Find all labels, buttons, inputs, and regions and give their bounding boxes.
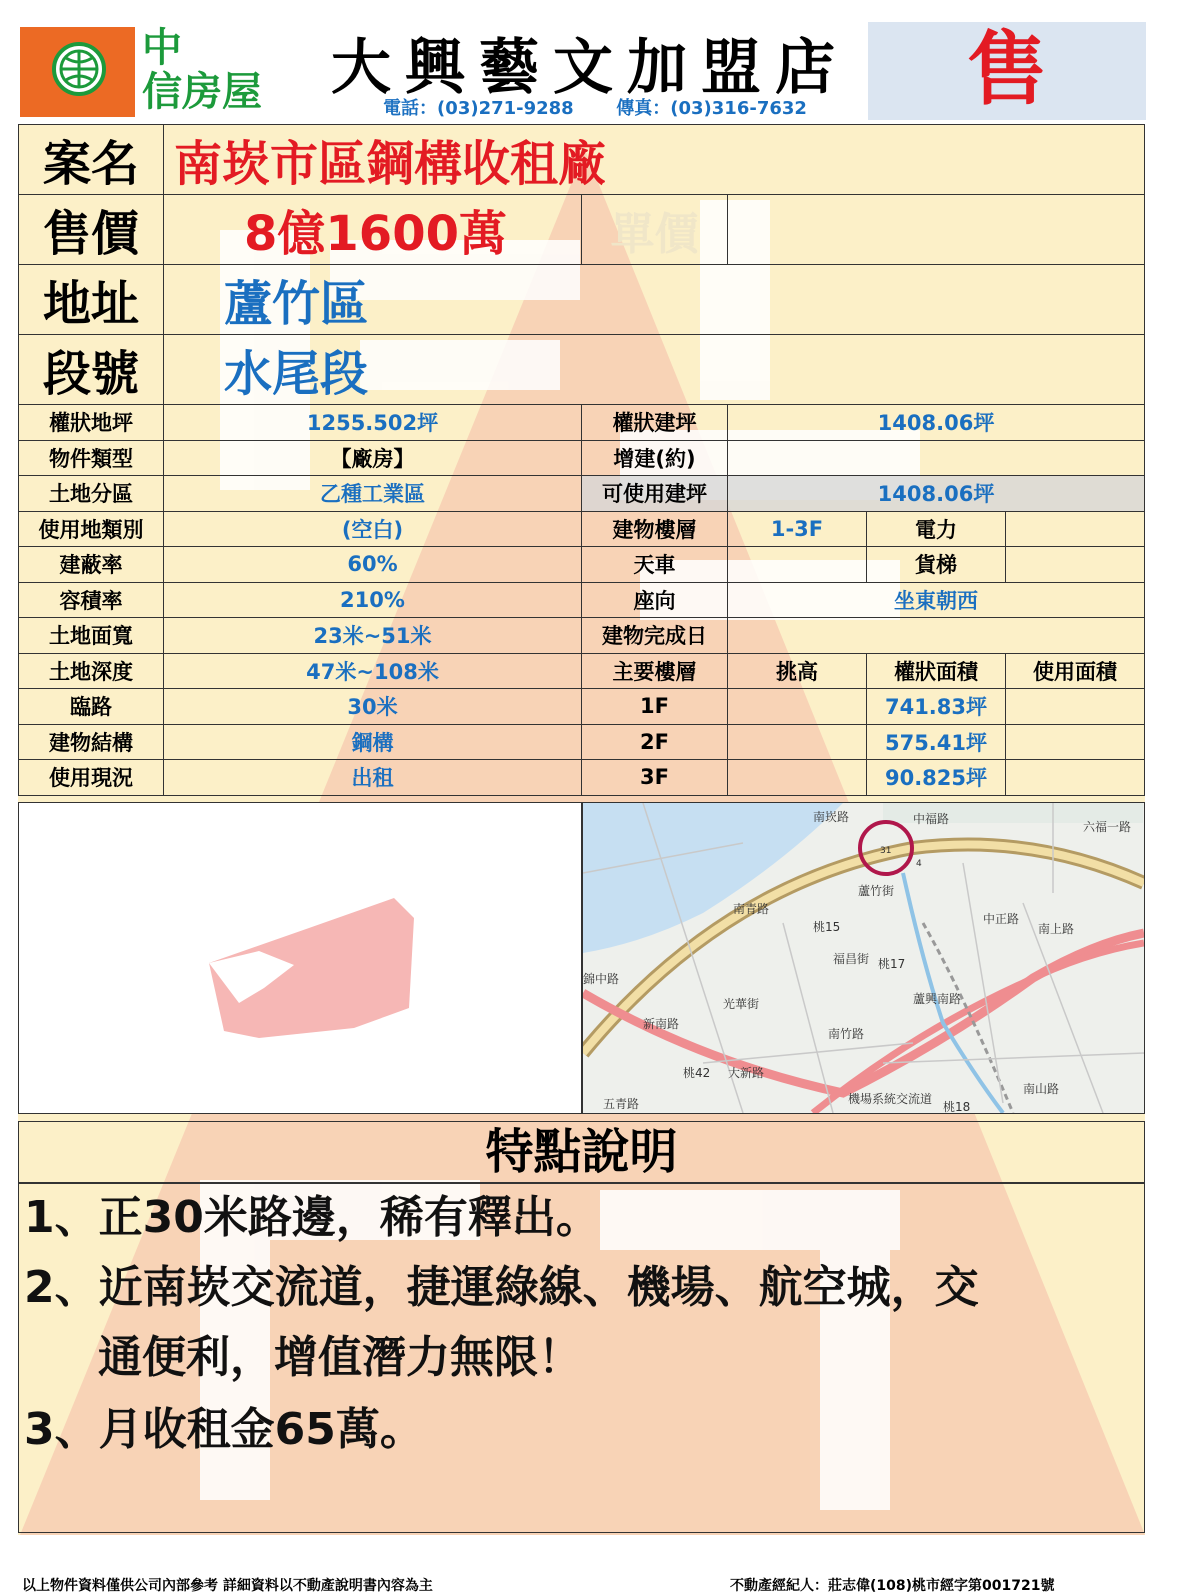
landuse-value: (空白): [164, 511, 582, 547]
section-label: 段號: [19, 335, 164, 405]
bldg-area-value: 1408.06坪: [728, 405, 1145, 441]
logo-text-line2: 信房屋: [142, 69, 262, 115]
zoning-label: 土地分區: [19, 476, 164, 512]
floor-ceiling: [728, 760, 867, 796]
completion-value: [728, 618, 1145, 654]
map-label: 桃15: [813, 920, 841, 934]
spec-row: [19, 653, 1145, 689]
extension-label: 增建(約): [582, 440, 728, 476]
map-label: 桃17: [878, 957, 906, 971]
floor-use-area: [1006, 760, 1145, 796]
spec-row: [19, 618, 1145, 654]
power-value: [1006, 511, 1145, 547]
type-value: 【廠房】: [164, 440, 582, 476]
location-map[interactable]: [582, 802, 1145, 1114]
spec-table: [18, 404, 1145, 796]
map-label: 中正路: [983, 912, 1020, 926]
road-label: 臨路: [19, 689, 164, 725]
completion-label: 建物完成日: [582, 618, 728, 654]
zoning-value: 乙種工業區: [164, 476, 582, 512]
status-value: 出租: [164, 760, 582, 796]
spec-row: [19, 440, 1145, 476]
case-name-label: 案名: [19, 125, 164, 195]
floor-ceiling: [728, 724, 867, 760]
case-name-row: [19, 125, 1145, 195]
map-label: 4: [916, 859, 922, 869]
contact-line: [330, 94, 860, 120]
floor-area: 741.83坪: [867, 689, 1006, 725]
power-label: 電力: [867, 511, 1006, 547]
crane-value: [728, 547, 867, 583]
main-floor-label: 主要樓層: [582, 653, 728, 689]
map-label: 31: [880, 846, 892, 856]
features-title: 特點說明: [485, 1124, 678, 1180]
spec-row: [19, 511, 1145, 547]
logo-text-line1: 中: [142, 25, 182, 71]
address-label: 地址: [19, 265, 164, 335]
map-label: 機場系統交流道: [848, 1092, 933, 1106]
logo-text: [142, 26, 297, 114]
floor-area: 90.825坪: [867, 760, 1006, 796]
feature-item-continued: 通便利，增值潛力無限！: [98, 1332, 582, 1383]
address-value: 蘆竹區: [164, 265, 1145, 335]
section-value: 水尾段: [164, 335, 1145, 405]
map-label: 蘆竹街: [858, 884, 895, 898]
freight-label: 貨梯: [867, 547, 1006, 583]
road-value: 30米: [164, 689, 582, 725]
address-row: [19, 265, 1145, 335]
floor-use-area: [1006, 689, 1145, 725]
far-value: 210%: [164, 582, 582, 618]
structure-value: 鋼構: [164, 724, 582, 760]
fax-number: 傳真：(03)316-7632: [616, 98, 807, 119]
orientation-value: 坐東朝西: [728, 582, 1145, 618]
usable-value: 1408.06坪: [728, 476, 1145, 512]
land-area-label: 權狀地坪: [19, 405, 164, 441]
use-area-label: 使用面積: [1006, 653, 1145, 689]
coverage-label: 建蔽率: [19, 547, 164, 583]
floor-area: 575.41坪: [867, 724, 1006, 760]
map-label: 五青路: [603, 1097, 640, 1111]
phone-number: 電話：(03)271-9288: [383, 98, 574, 119]
crane-label: 天車: [582, 547, 728, 583]
floor-name: 3F: [582, 760, 728, 796]
unit-price-label: 單價: [582, 195, 728, 265]
deed-area-label: 權狀面積: [867, 653, 1006, 689]
structure-label: 建物結構: [19, 724, 164, 760]
price-label: 售價: [19, 195, 164, 265]
map-label: 南山路: [1023, 1082, 1060, 1096]
map-label: 錦中路: [583, 972, 620, 986]
floors-value: 1-3F: [728, 511, 867, 547]
section-row: [19, 335, 1145, 405]
map-label: 南青路: [733, 902, 770, 916]
store-name: 大興藝文加盟店: [331, 33, 849, 103]
map-label: 蘆興南路: [913, 992, 962, 1006]
map-label: 六福一路: [1083, 820, 1132, 834]
usable-label: 可使用建坪: [582, 476, 728, 512]
spec-row: [19, 547, 1145, 583]
spec-row: [19, 689, 1145, 725]
bldg-area-label: 權狀建坪: [582, 405, 728, 441]
case-name-value: 南崁市區鋼構收租廠: [164, 125, 1145, 195]
frontage-label: 土地面寬: [19, 618, 164, 654]
footer-agent: 不動產經紀人：莊志偉(108)桃市經字第001721號: [730, 1578, 1055, 1594]
floor-use-area: [1006, 724, 1145, 760]
map-label: 大新路: [728, 1066, 765, 1080]
price-value: 8億1600萬: [164, 195, 582, 265]
spec-row: [19, 760, 1145, 796]
orientation-label: 座向: [582, 582, 728, 618]
feature-item: 1、正30米路邊，稀有釋出。: [24, 1192, 600, 1243]
unit-price-value: [728, 195, 1145, 265]
map-label: 桃42: [683, 1066, 711, 1080]
map-label: 中福路: [913, 812, 950, 826]
ceiling-label: 挑高: [728, 653, 867, 689]
extension-value: [728, 440, 1145, 476]
coverage-value: 60%: [164, 547, 582, 583]
freight-value: [1006, 547, 1145, 583]
map-label: 桃18: [943, 1100, 971, 1113]
spec-row: [19, 582, 1145, 618]
type-label: 物件類型: [19, 440, 164, 476]
map-label: 光華街: [723, 997, 760, 1011]
land-area-value: 1255.502坪: [164, 405, 582, 441]
footer-disclaimer: 以上物件資料僅供公司內部參考 詳細資料以不動產說明書內容為主: [22, 1578, 433, 1594]
map-image: [583, 803, 1144, 1113]
map-label: 南崁路: [813, 810, 850, 824]
spec-row: [19, 476, 1145, 512]
feature-item: 3、月收租金65萬。: [24, 1404, 424, 1455]
plot-shape-image: [19, 803, 581, 1113]
landuse-label: 使用地類別: [19, 511, 164, 547]
map-label: 南上路: [1038, 922, 1075, 936]
far-label: 容積率: [19, 582, 164, 618]
feature-item: 2、近南崁交流道，捷運綠線、機場、航空城，交: [24, 1262, 979, 1313]
sale-label: 售: [967, 23, 1047, 116]
floors-label: 建物樓層: [582, 511, 728, 547]
status-label: 使用現況: [19, 760, 164, 796]
floor-ceiling: [728, 689, 867, 725]
map-label: 福昌街: [833, 952, 870, 966]
depth-value: 47米~108米: [164, 653, 582, 689]
globe-icon: [52, 42, 106, 96]
plot-panel: [18, 802, 582, 1114]
price-row: [19, 195, 1145, 265]
floor-name: 1F: [582, 689, 728, 725]
frontage-value: 23米~51米: [164, 618, 582, 654]
floor-name: 2F: [582, 724, 728, 760]
map-label: 南竹路: [828, 1027, 865, 1041]
spec-row: [19, 405, 1145, 441]
spec-row: [19, 724, 1145, 760]
map-label: 新南路: [643, 1017, 680, 1031]
depth-label: 土地深度: [19, 653, 164, 689]
summary-table: [18, 124, 1145, 405]
